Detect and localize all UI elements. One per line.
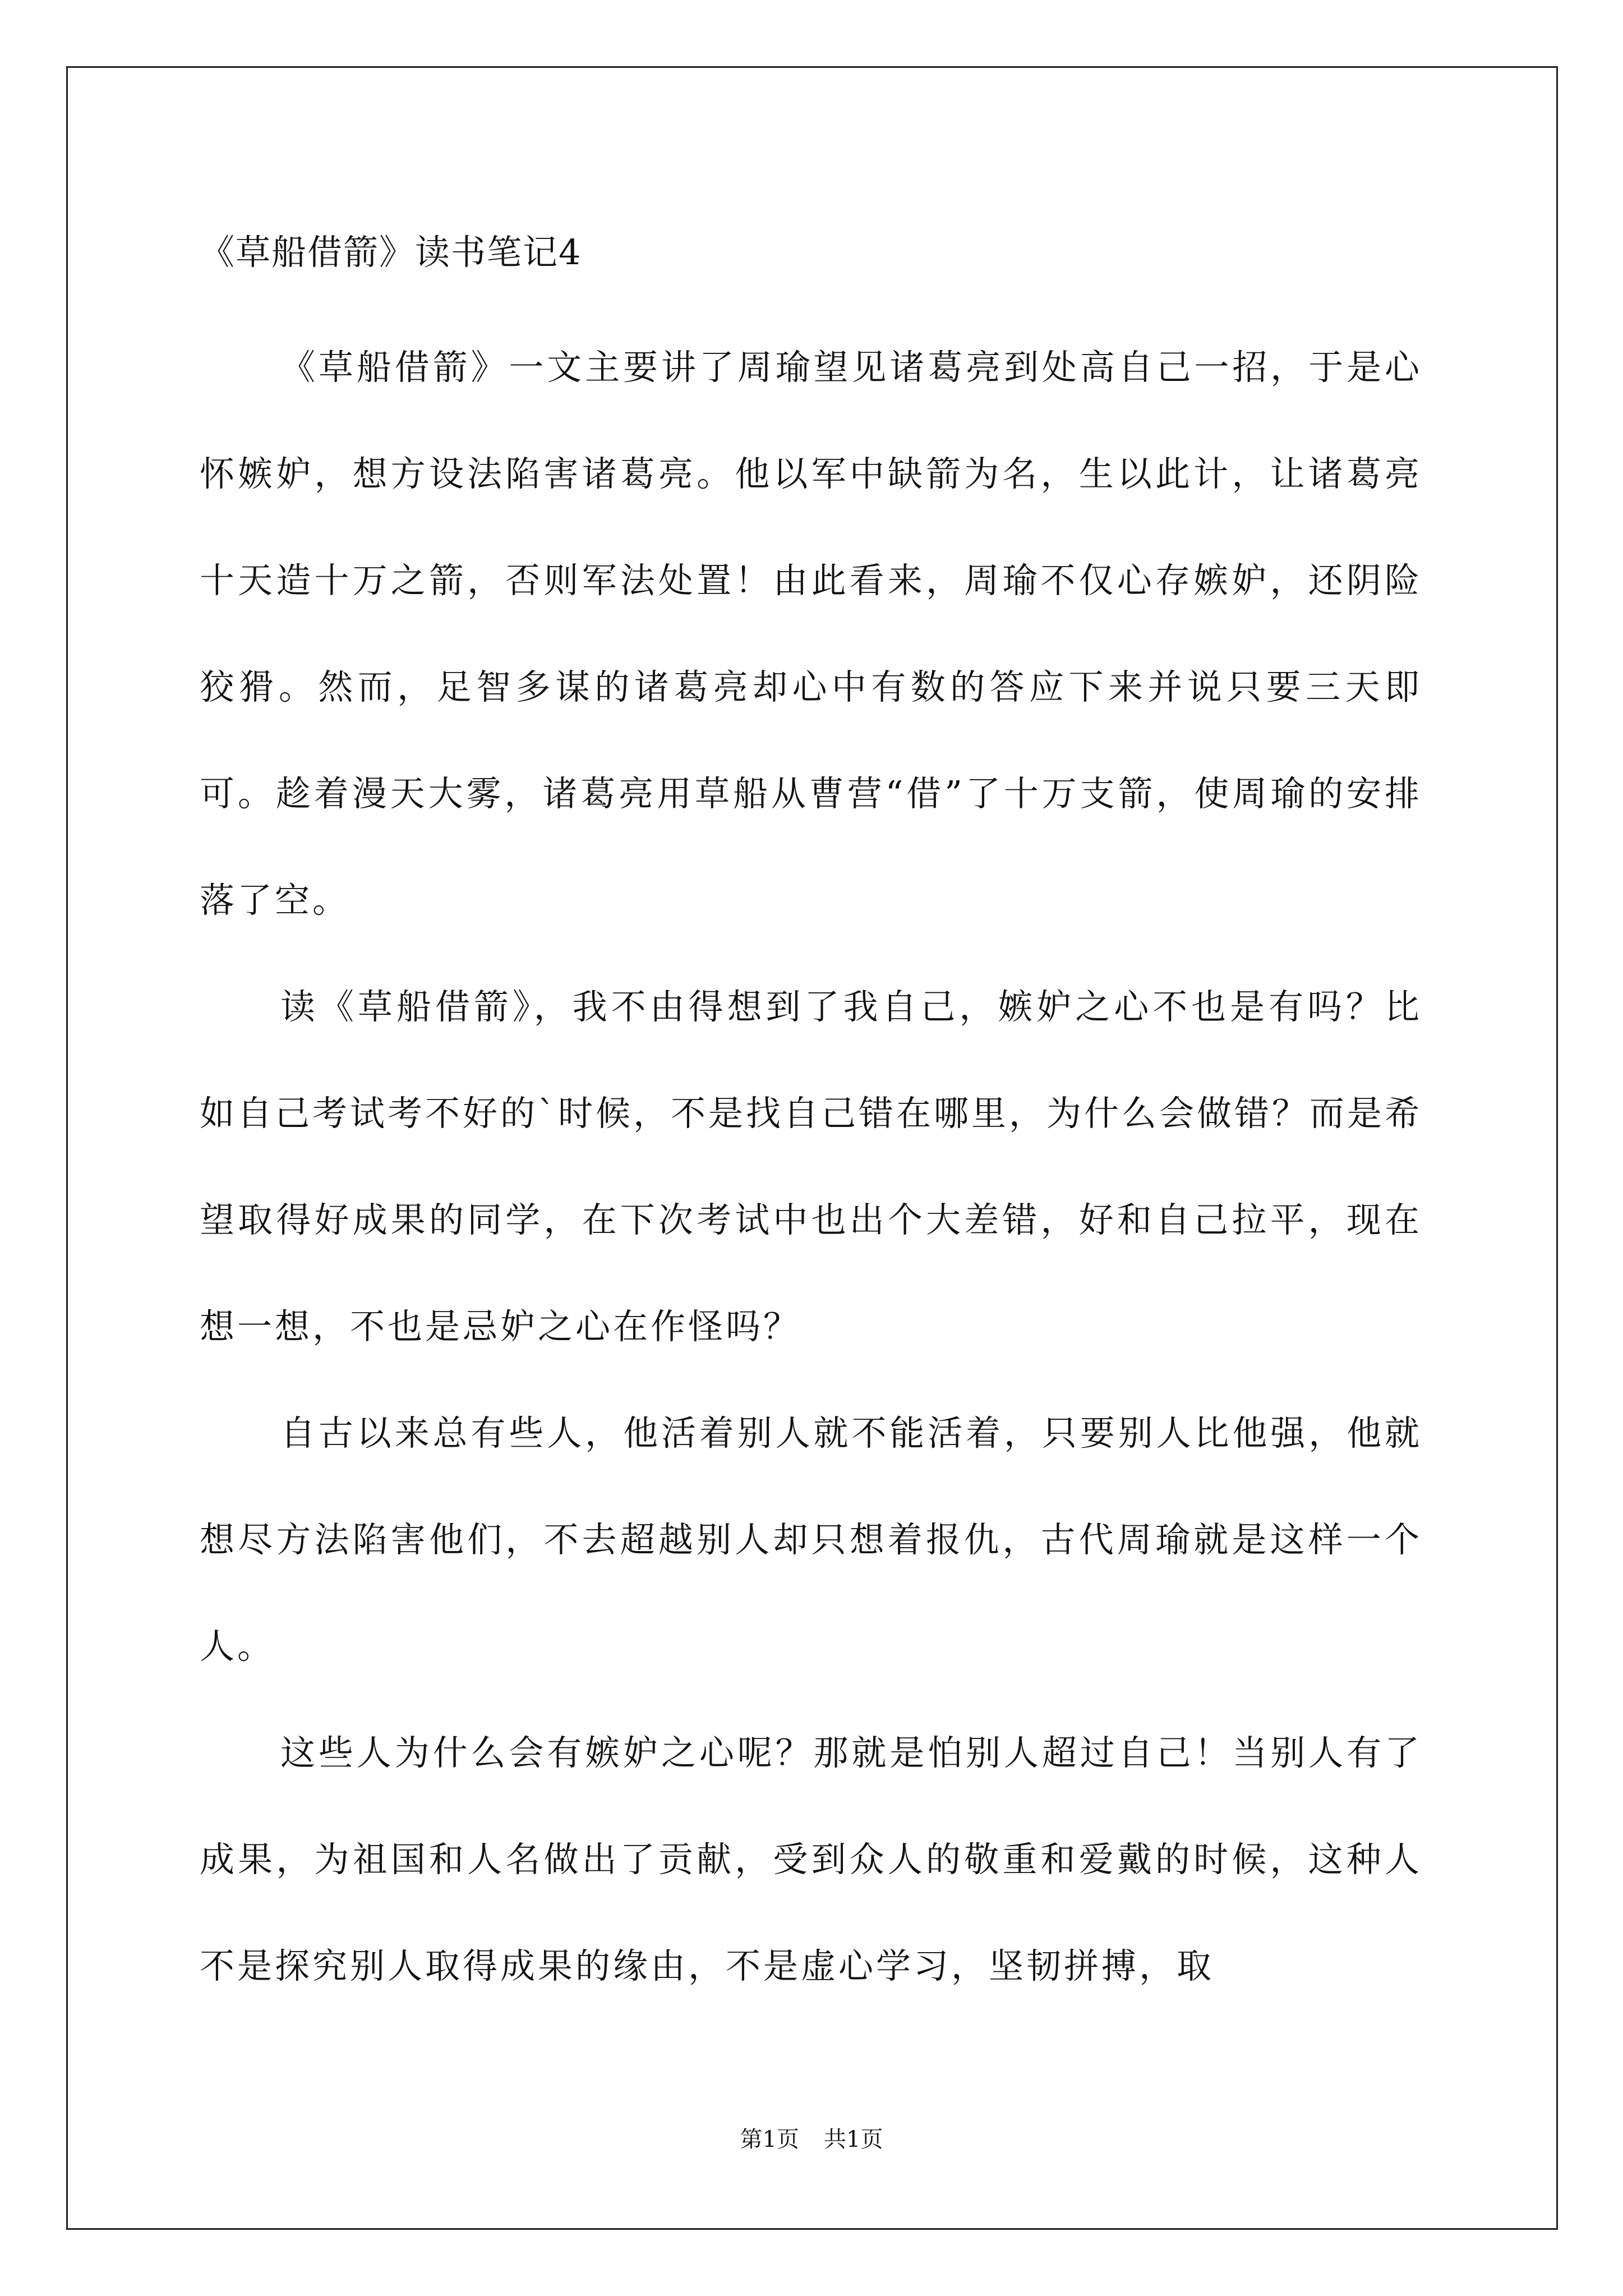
page-footer xyxy=(0,2122,1623,2154)
document-body xyxy=(200,208,1422,2019)
paragraph-2: 读《草船借箭》，我不由得想到了我自己，嫉妒之心不也是有吗？比如自己考试考不好的`时候，不是找自己错在哪里，为什么会做错？而是希望取得好成果的同学，在下次考试中也出个大差错，好和自己拉平，现在想一想，不也是忌妒之心在作怪吗？ xyxy=(200,986,1423,1347)
paragraph-3: 自古以来总有些人，他活着别人就不能活着，只要别人比他强，他就想尽方法陷害他们，不去超越别人却只想着报仇，古代周瑜就是这样一个人。 xyxy=(200,1412,1422,1667)
paragraph-1: 《草船借箭》一文主要讲了周瑜望见诸葛亮到处高自己一招，于是心怀嫉妒，想方设法陷害诸葛亮。他以军中缺箭为名，生以此计，让诸葛亮十天造十万之箭，否则军法处置！由此看来，周瑜不仅心存嫉妒，还阴险狡猾。然而，足智多谋的诸葛亮却心中有数的答应下来并说只要三天即可。趁着漫天大雾，诸葛亮用草船从曹营“借”了十万支箭，使周瑜的安排落了空。 xyxy=(200,347,1422,921)
page-number: 第1页 xyxy=(740,2127,799,2152)
paragraph-4: 这些人为什么会有嫉妒之心呢？那就是怕别人超过自己！当别人有了成果，为祖国和人名做出了贡献，受到众人的敬重和爱戴的时候，这种人不是探究别人取得成果的缘由，不是虚心学习，坚韧拼搏，取 xyxy=(200,1732,1422,1986)
total-pages: 共1页 xyxy=(824,2127,883,2152)
document-title: 《草船借箭》读书笔记4 xyxy=(200,232,582,273)
